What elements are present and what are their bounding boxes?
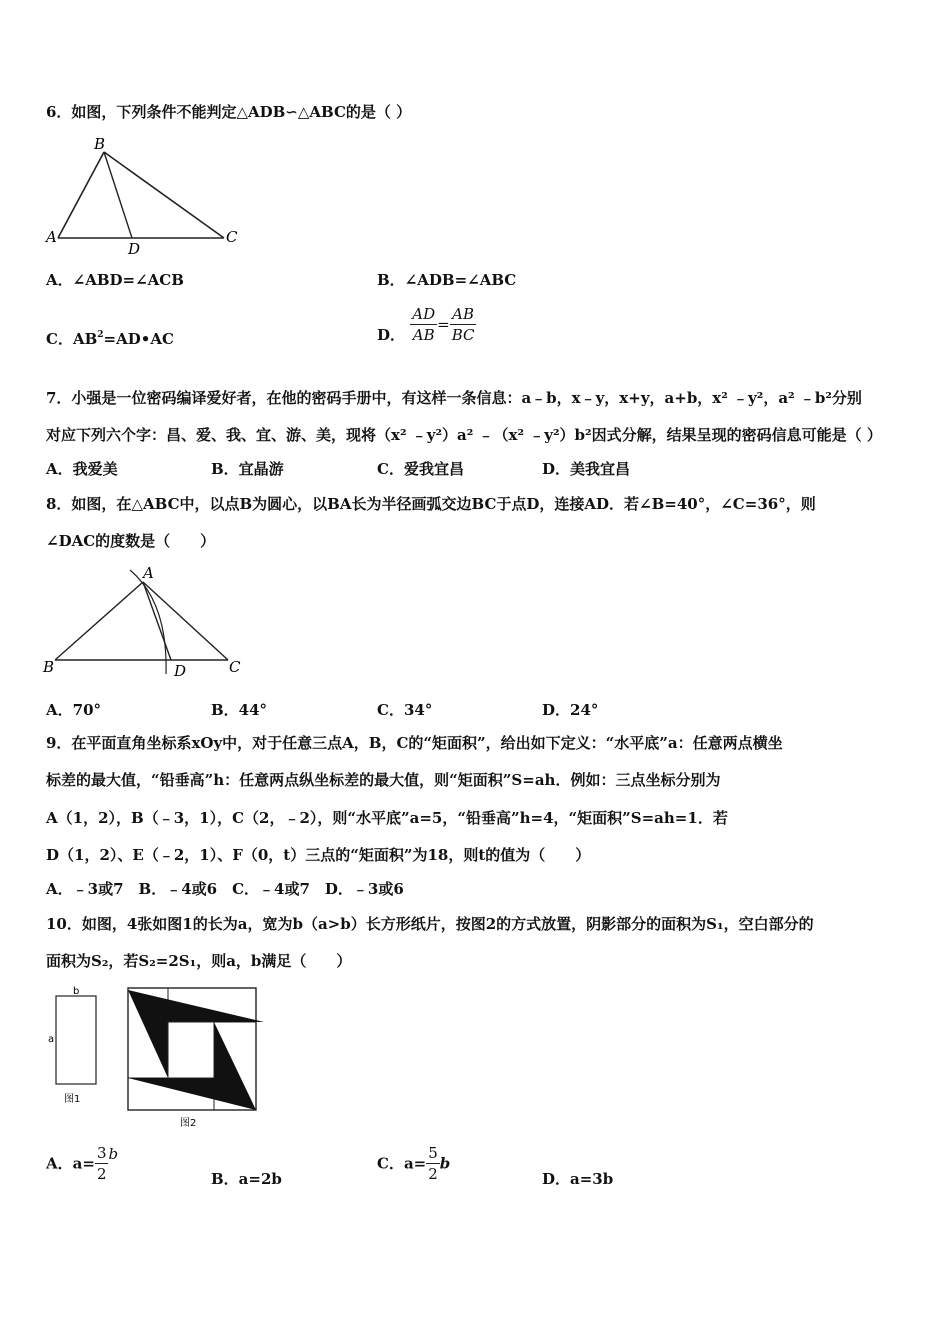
q10-option-a-num: 3 bbox=[96, 1144, 107, 1162]
q8-side-ba bbox=[55, 582, 143, 660]
q6-frac1-num: AD bbox=[412, 305, 436, 323]
q8-label-b: B bbox=[43, 658, 55, 676]
q6-option-c-post: =AD•AC bbox=[103, 330, 174, 348]
q7-stem-line1: 7．小强是一位密码编译爱好者，在他的密码手册中，有这样一条信息：a﹣b，x﹣y，x+y，a+b，x² ﹣y²，a² ﹣b²分别 bbox=[46, 389, 862, 407]
q10-option-c-den: 2 bbox=[428, 1165, 438, 1183]
q7-option-b[interactable]: B．宜晶游 bbox=[211, 460, 284, 478]
q7-stem-line2: 对应下列六个字：昌、爱、我、宜、游、美，现将（x² ﹣y²）a² ﹣（x² ﹣y²）b²因式分解，结果呈现的密码信息可能是（ ） bbox=[46, 426, 882, 444]
q8-option-d[interactable]: D．24° bbox=[542, 701, 599, 719]
q10-stem-line2: 面积为S₂，若S₂=2S₁，则a，b满足（ ） bbox=[46, 952, 352, 970]
q6-option-b[interactable]: B．∠ADB=∠ABC bbox=[377, 271, 517, 289]
q10-option-c[interactable] bbox=[377, 1143, 450, 1184]
q6-option-d-pre: D． bbox=[377, 325, 406, 344]
q8-option-c[interactable]: C．34° bbox=[377, 701, 433, 719]
q6-option-d-fraction-2 bbox=[450, 304, 477, 345]
q10-fig2-center-square bbox=[168, 1022, 214, 1078]
q10-fig1-rectangle bbox=[56, 996, 96, 1084]
q8-side-ac bbox=[143, 582, 228, 660]
q8-stem-line1: 8．如图，在△ABC中，以点B为圆心，以BA长为半径画弧交边BC于点D，连接AD．若∠B=40°，∠C=36°，则 bbox=[46, 495, 816, 513]
q6-option-c-pre: C．AB bbox=[46, 330, 98, 348]
q10-option-c-fraction bbox=[426, 1143, 440, 1184]
q10-option-a-pre: A．a= bbox=[46, 1154, 95, 1173]
q6-option-d[interactable] bbox=[377, 304, 476, 345]
q6-frac2-den: BC bbox=[451, 326, 475, 344]
q10-option-c-post: b bbox=[439, 1154, 451, 1173]
q10-option-a[interactable] bbox=[46, 1143, 118, 1184]
q6-label-c: C bbox=[226, 228, 238, 246]
q7-option-a[interactable]: A．我爱美 bbox=[46, 460, 118, 478]
q6-side-bc bbox=[104, 152, 224, 238]
q6-frac1-den: AB bbox=[412, 326, 435, 344]
q8-arc bbox=[130, 570, 166, 674]
q6-option-c[interactable] bbox=[46, 329, 174, 349]
q8-label-d: D bbox=[174, 662, 187, 680]
q7-option-d[interactable]: D．美我宜昌 bbox=[542, 460, 631, 478]
q10-option-a-post: b bbox=[108, 1144, 119, 1163]
q6-stem: 6．如图，下列条件不能判定△ADB∽△ABC的是（ ） bbox=[46, 103, 412, 121]
q10-fig1-label-a: a bbox=[48, 1034, 55, 1045]
q7-option-c[interactable]: C．爱我宜昌 bbox=[377, 460, 464, 478]
q9-stem-line4: D（1，2）、E（﹣2，1）、F（0，t）三点的“矩面积”为18，则t的值为（ ） bbox=[46, 846, 591, 864]
q10-option-a-fraction bbox=[95, 1143, 109, 1184]
q10-option-b[interactable]: B．a=2b bbox=[211, 1170, 282, 1188]
q9-stem-line1: 9．在平面直角坐标系xOy中，对于任意三点A，B，C的“矩面积”，给出如下定义：“水平底”a：任意两点横坐 bbox=[46, 734, 783, 752]
q9-stem-line3: A（1，2），B（﹣3，1），C（2，﹣2），则“水平底”a=5，“铅垂高”h=4，“矩面积”S=ah=1．若 bbox=[46, 809, 728, 827]
q10-option-a-den: 2 bbox=[96, 1165, 107, 1183]
q6-label-d: D bbox=[128, 240, 141, 256]
q6-option-a[interactable]: A．∠ABD=∠ACB bbox=[46, 271, 184, 289]
q9-options[interactable]: A．﹣3或7 B．﹣4或6 C．﹣4或7 D．﹣3或6 bbox=[46, 880, 404, 898]
q6-option-d-fraction-1 bbox=[410, 304, 437, 345]
q8-option-b[interactable]: B．44° bbox=[211, 701, 268, 719]
q6-segment-bd bbox=[104, 152, 132, 238]
q8-segment-ad bbox=[143, 582, 171, 660]
q6-triangle-figure bbox=[44, 134, 244, 256]
q6-label-a: A bbox=[46, 228, 57, 246]
q8-option-a[interactable]: A．70° bbox=[46, 701, 102, 719]
q10-fig2-caption: 图2 bbox=[180, 1118, 197, 1129]
q10-option-c-pre: C．a= bbox=[377, 1154, 427, 1173]
q8-triangle-figure bbox=[40, 562, 250, 682]
q6-side-ba bbox=[58, 152, 104, 238]
q6-frac2-num: AB bbox=[450, 304, 477, 325]
q10-option-d[interactable]: D．a=3b bbox=[542, 1170, 614, 1188]
q8-stem-line2: ∠DAC的度数是（ ） bbox=[46, 532, 216, 550]
q8-label-c: C bbox=[229, 658, 241, 676]
q10-fig1-label-b: b bbox=[73, 986, 80, 997]
q10-stem-line1: 10．如图，4张如图1的长为a，宽为b（a>b）长方形纸片，按图2的方式放置，阴影部分的面积为S₁，空白部分的 bbox=[46, 915, 814, 933]
q9-stem-line2: 标差的最大值，“铅垂高”h：任意两点纵坐标差的最大值，则“矩面积”S=ah．例如：三点坐标分别为 bbox=[46, 771, 721, 789]
q10-option-c-num: 5 bbox=[428, 1144, 438, 1162]
q10-fig1-caption: 图1 bbox=[64, 1094, 81, 1105]
q8-label-a: A bbox=[143, 564, 154, 582]
q6-option-d-eq: = bbox=[437, 315, 450, 334]
q10-figures bbox=[44, 982, 270, 1132]
q6-label-b: B bbox=[94, 135, 106, 153]
q6-option-c-sup: 2 bbox=[97, 330, 104, 340]
